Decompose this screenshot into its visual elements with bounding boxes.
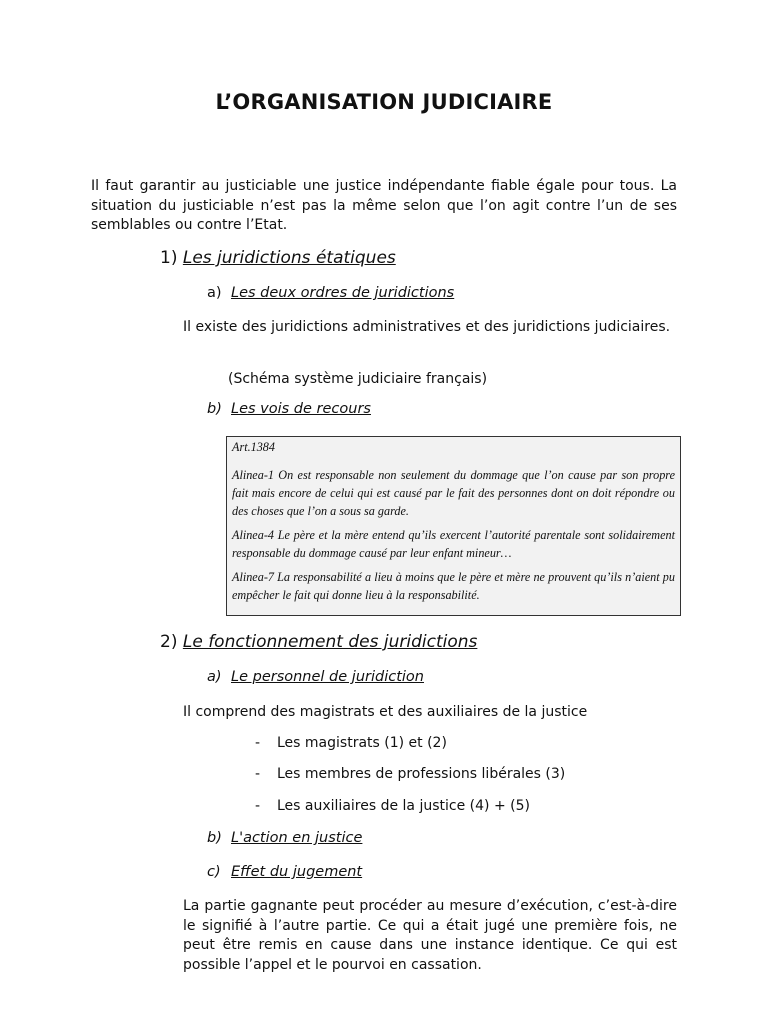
section-2-number: 2) xyxy=(160,632,178,652)
bullet-dash: - xyxy=(255,735,261,751)
section-2c-heading xyxy=(207,864,362,880)
section-1b-label: b) xyxy=(207,401,222,417)
section-2a-heading xyxy=(207,669,424,685)
article-reference: Art.1384 xyxy=(232,440,275,454)
section-1-title: Les juridictions étatiques xyxy=(182,248,396,268)
section-2b-heading xyxy=(207,830,362,846)
page-title: L’ORGANISATION JUDICIAIRE xyxy=(215,90,553,114)
schema-caption: (Schéma système judiciaire français) xyxy=(228,371,488,387)
alinea-4: Alinea-4 Le père et la mère entend qu’ils exercent l’autorité parentale sont solidairement responsable du dommage causé par leur enfant mineur… xyxy=(232,528,675,560)
section-2b-label: b) xyxy=(207,830,222,846)
intro-paragraph: Il faut garantir au justiciable une justice indépendante fiable égale pour tous. La situation du justiciable n’est pas la même selon que l’on agit contre l’un de ses semblables ou contre l’Etat. xyxy=(91,178,677,233)
section-2c-label: c) xyxy=(207,864,221,880)
section-1a-title: Les deux ordres de juridictions xyxy=(231,285,455,301)
section-2a-label: a) xyxy=(207,669,222,685)
section-2b-title: L'action en justice xyxy=(231,830,363,846)
alinea-7: Alinea-7 La responsabilité a lieu à moins que le père et mère ne prouvent qu’ils n’aient pu empêcher le fait qui donne lieu à la responsabilité. xyxy=(232,570,675,602)
section-2a-title: Le personnel de juridiction xyxy=(231,669,424,685)
section-2-heading xyxy=(160,632,477,652)
section-2a-paragraph: Il comprend des magistrats et des auxiliaires de la justice xyxy=(183,704,588,720)
bullet-dash: - xyxy=(255,798,261,814)
section-1-number: 1) xyxy=(160,248,178,268)
bullet-text: Les magistrats (1) et (2) xyxy=(277,735,447,751)
section-2c-paragraph: La partie gagnante peut procéder au mesure d’exécution, c’est-à-dire le signifié à l’autre partie. Ce qui a était jugé une première fois, ne peut être remis en cause dans une instance identique. Ce qui est possible l’appel et le pourvoi en cassation. xyxy=(183,898,677,973)
section-2-title: Le fonctionnement des juridictions xyxy=(182,632,478,652)
section-1a-heading xyxy=(207,285,454,301)
bullet-text: Les membres de professions libérales (3) xyxy=(277,766,566,782)
section-2c-title: Effet du jugement xyxy=(231,864,363,880)
law-article-box xyxy=(226,436,681,616)
section-1-heading xyxy=(160,248,396,268)
alinea-1: Alinea-1 On est responsable non seulement du dommage que l’on cause par son propre fait mais encore de celui qui est causé par le fait des personnes dont on doit répondre ou des choses que l’on a sous sa garde. xyxy=(232,468,675,518)
section-1b-heading xyxy=(207,401,371,417)
section-1a-paragraph: Il existe des juridictions administratives et des juridictions judiciaires. xyxy=(183,319,671,335)
section-1a-label: a) xyxy=(207,285,222,301)
bullet-dash: - xyxy=(255,766,261,782)
section-1b-title: Les vois de recours xyxy=(231,401,371,417)
bullet-text: Les auxiliaires de la justice (4) + (5) xyxy=(277,798,530,814)
